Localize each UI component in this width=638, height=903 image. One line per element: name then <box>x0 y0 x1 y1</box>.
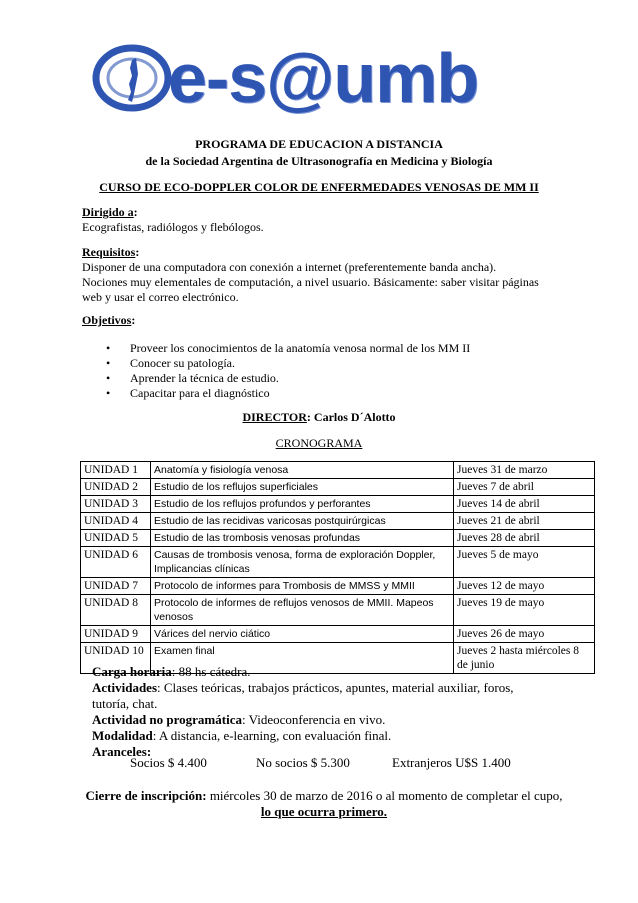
tema-cell: Estudio de los reflujos profundos y perforantes <box>151 496 454 513</box>
cierre-text: miércoles 30 de marzo de 2016 o al momento de completar el cupo, <box>206 788 563 803</box>
requisitos-section: Requisitos: Disponer de una computadora con conexión a internet (preferentemente banda ancha). Nociones muy elementales de computación, a nivel usuario. Básicamente: saber visitar páginas web y usar el correo electrónico. <box>82 245 562 305</box>
table-row <box>81 496 595 513</box>
tema-cell: Examen final <box>151 643 454 674</box>
table-row <box>81 513 595 530</box>
course-title: CURSO DE ECO-DOPPLER COLOR DE ENFERMEDADES VENOSAS DE MM II <box>99 180 539 194</box>
tema-cell: Estudio de las trombosis venosas profundas <box>151 530 454 547</box>
aranceles-label: Aranceles: <box>92 744 152 759</box>
fecha-cell: Jueves 2 hasta miércoles 8 de junio <box>454 643 595 674</box>
table-row <box>81 530 595 547</box>
list-item: • Proveer los conocimientos de la anatomía venosa normal de los MM II <box>106 341 470 356</box>
tema-cell: Protocolo de informes para Trombosis de MMSS y MMII <box>151 578 454 595</box>
fecha-cell: Jueves 21 de abril <box>454 513 595 530</box>
unidad-cell: UNIDAD 8 <box>81 595 151 626</box>
actividades-text: : Clases teóricas, trabajos prácticos, apuntes, material auxiliar, foros, tutoría, chat. <box>92 680 514 711</box>
program-title: PROGRAMA DE EDUCACION A DISTANCIA <box>195 137 443 151</box>
fecha-cell: Jueves 7 de abril <box>454 479 595 496</box>
info-block <box>92 664 552 760</box>
requisitos-line-3: web y usar el correo electrónico. <box>82 290 239 304</box>
no-programatica-label: Actividad no programática <box>92 712 242 727</box>
modalidad-text: : A distancia, e-learning, con evaluación final. <box>152 728 392 743</box>
director-label: DIRECTOR <box>242 410 307 424</box>
table-row <box>81 547 595 578</box>
fecha-cell: Jueves 14 de abril <box>454 496 595 513</box>
table-row <box>81 479 595 496</box>
tema-cell: Estudio de las recidivas varicosas postquirúrgicas <box>151 513 454 530</box>
carga-label: Carga horaria <box>92 664 172 679</box>
unidad-cell: UNIDAD 4 <box>81 513 151 530</box>
dirigido-label: Dirigido a <box>82 205 134 219</box>
tema-cell: Várices del nervio ciático <box>151 626 454 643</box>
fecha-cell: Jueves 26 de mayo <box>454 626 595 643</box>
dirigido-text: Ecografistas, radiólogos y flebólogos. <box>82 220 264 234</box>
unidad-cell: UNIDAD 1 <box>81 462 151 479</box>
fecha-cell: Jueves 12 de mayo <box>454 578 595 595</box>
unidad-cell: UNIDAD 10 <box>81 643 151 674</box>
modalidad-label: Modalidad <box>92 728 153 743</box>
unidad-cell: UNIDAD 7 <box>81 578 151 595</box>
fecha-cell: Jueves 28 de abril <box>454 530 595 547</box>
director-name: Carlos D´Alotto <box>313 410 396 424</box>
table-row <box>81 578 595 595</box>
logo-text: e-s@umb <box>168 39 479 117</box>
fecha-cell: Jueves 5 de mayo <box>454 547 595 578</box>
list-item: • Capacitar para el diagnóstico <box>106 386 470 401</box>
table-row <box>81 462 595 479</box>
unidad-cell: UNIDAD 2 <box>81 479 151 496</box>
tema-cell: Protocolo de informes de reflujos venosos de MMII. Mapeos venosos <box>151 595 454 626</box>
requisitos-line-1: Disponer de una computadora con conexión a internet (preferentemente banda ancha). <box>82 260 497 274</box>
dirigido-section: Dirigido a: Ecografistas, radiólogos y flebólogos. <box>82 205 562 235</box>
cronograma-title: CRONOGRAMA <box>275 436 363 450</box>
carga-text: : 88 hs cátedra. <box>171 664 251 679</box>
fecha-cell: Jueves 31 de marzo <box>454 462 595 479</box>
precio-extranjeros: Extranjeros U$S 1.400 <box>392 755 511 770</box>
program-subtitle: de la Sociedad Argentina de Ultrasonografía en Medicina y Biología <box>145 154 493 168</box>
tema-cell: Causas de trombosis venosa, forma de exploración Doppler, Implicancias clínicas <box>151 547 454 578</box>
tema-cell: Estudio de los reflujos superficiales <box>151 479 454 496</box>
table-row <box>81 626 595 643</box>
unidad-cell: UNIDAD 6 <box>81 547 151 578</box>
list-item: • Conocer su patología. <box>106 356 470 371</box>
objetivos-label: Objetivos <box>82 313 132 327</box>
fecha-cell: Jueves 19 de mayo <box>454 595 595 626</box>
unidad-cell: UNIDAD 9 <box>81 626 151 643</box>
unidad-cell: UNIDAD 5 <box>81 530 151 547</box>
tema-cell: Anatomía y fisiología venosa <box>151 462 454 479</box>
table-row <box>81 595 595 626</box>
requisitos-line-2: Nociones muy elementales de computación, a nivel usuario. Básicamente: saber visitar páginas <box>82 275 539 289</box>
list-item: • Aprender la técnica de estudio. <box>106 371 470 386</box>
director-line: DIRECTOR: Carlos D´Alotto <box>242 410 396 424</box>
cronograma-table <box>80 461 595 674</box>
precio-socios: Socios $ 4.400 <box>130 755 207 770</box>
cierre-label: Cierre de inscripción: <box>85 788 207 803</box>
no-programatica-text: : Videoconferencia en vivo. <box>241 712 386 727</box>
logo <box>92 38 532 118</box>
requisitos-label: Requisitos <box>82 245 136 259</box>
precio-no-socios: No socios $ 5.300 <box>256 755 350 770</box>
actividades-label: Actividades <box>92 680 157 695</box>
objetivos-list <box>106 341 470 401</box>
cierre-emphasis: lo que ocurra primero. <box>260 804 388 819</box>
objetivos-heading: Objetivos: <box>82 313 136 327</box>
logo-emblem-icon <box>92 38 172 118</box>
cierre-inscripcion <box>84 788 564 820</box>
unidad-cell: UNIDAD 3 <box>81 496 151 513</box>
